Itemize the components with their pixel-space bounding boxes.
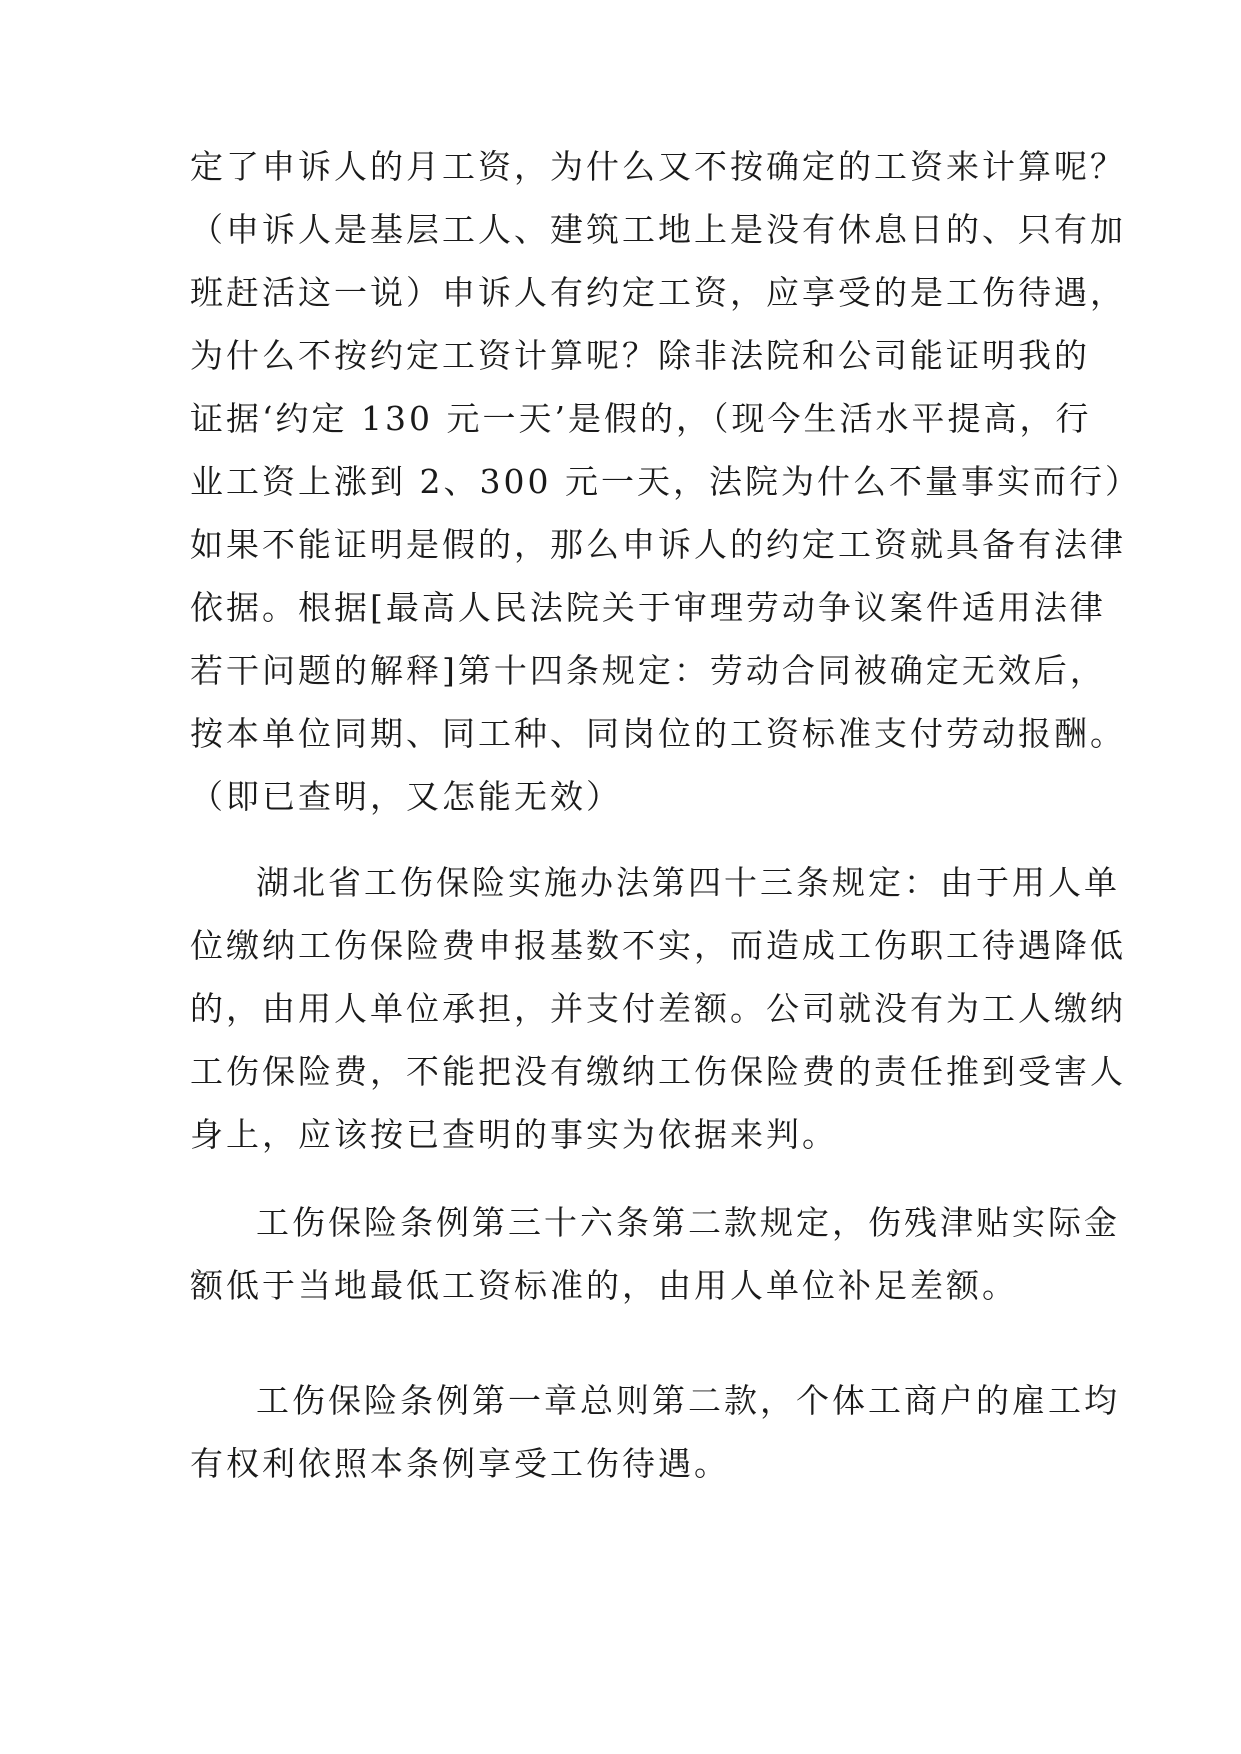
paragraph-1: [190, 135, 1141, 828]
text-line: 为什么不按约定工资计算呢？除非法院和公司能证明我的: [190, 336, 1090, 375]
text-line: 证据‘约定 130 元一天’是假的，（现今生活水平提高，行: [190, 399, 1092, 438]
text-line: 按本单位同期、同工种、同岗位的工资标准支付劳动报酬。: [190, 714, 1126, 753]
text-line: 湖北省工伤保险实施办法第四十三条规定：由于用人单: [256, 863, 1120, 902]
text-line: 额低于当地最低工资标准的，由用人单位补足差额。: [190, 1266, 1018, 1305]
text-line: 身上，应该按已查明的事实为依据来判。: [190, 1115, 838, 1154]
text-line: （即已查明，又怎能无效）: [190, 777, 622, 816]
text-line: 工伤保险条例第三十六条第二款规定，伤残津贴实际金: [256, 1203, 1120, 1242]
text-line: 的，由用人单位承担，并支付差额。公司就没有为工人缴纳: [190, 989, 1126, 1028]
text-line: 班赶活这一说）申诉人有约定工资，应享受的是工伤待遇，: [190, 273, 1126, 312]
text-line: 若干问题的解释]第十四条规定：劳动合同被确定无效后，: [190, 651, 1106, 690]
text-line: 位缴纳工伤保险费申报基数不实，而造成工伤职工待遇降低: [190, 926, 1126, 965]
text-line: 业工资上涨到 2、300 元一天，法院为什么不量事实而行）: [190, 462, 1141, 501]
text-line: 工伤保险费，不能把没有缴纳工伤保险费的责任推到受害人: [190, 1052, 1126, 1091]
paragraph-2: [190, 851, 1126, 1166]
text-line: 依据。根据[最高人民法院关于审理劳动争议案件适用法律: [190, 588, 1106, 627]
text-line: 工伤保险条例第一章总则第二款，个体工商户的雇工均: [256, 1381, 1120, 1420]
text-line: （申诉人是基层工人、建筑工地上是没有休息日的、只有加: [190, 210, 1126, 249]
text-line: 定了申诉人的月工资，为什么又不按确定的工资来计算呢？: [190, 147, 1126, 186]
paragraph-4: [190, 1369, 1120, 1495]
text-line: 有权利依照本条例享受工伤待遇。: [190, 1444, 730, 1483]
text-line: 如果不能证明是假的，那么申诉人的约定工资就具备有法律: [190, 525, 1126, 564]
paragraph-3: [190, 1191, 1120, 1317]
